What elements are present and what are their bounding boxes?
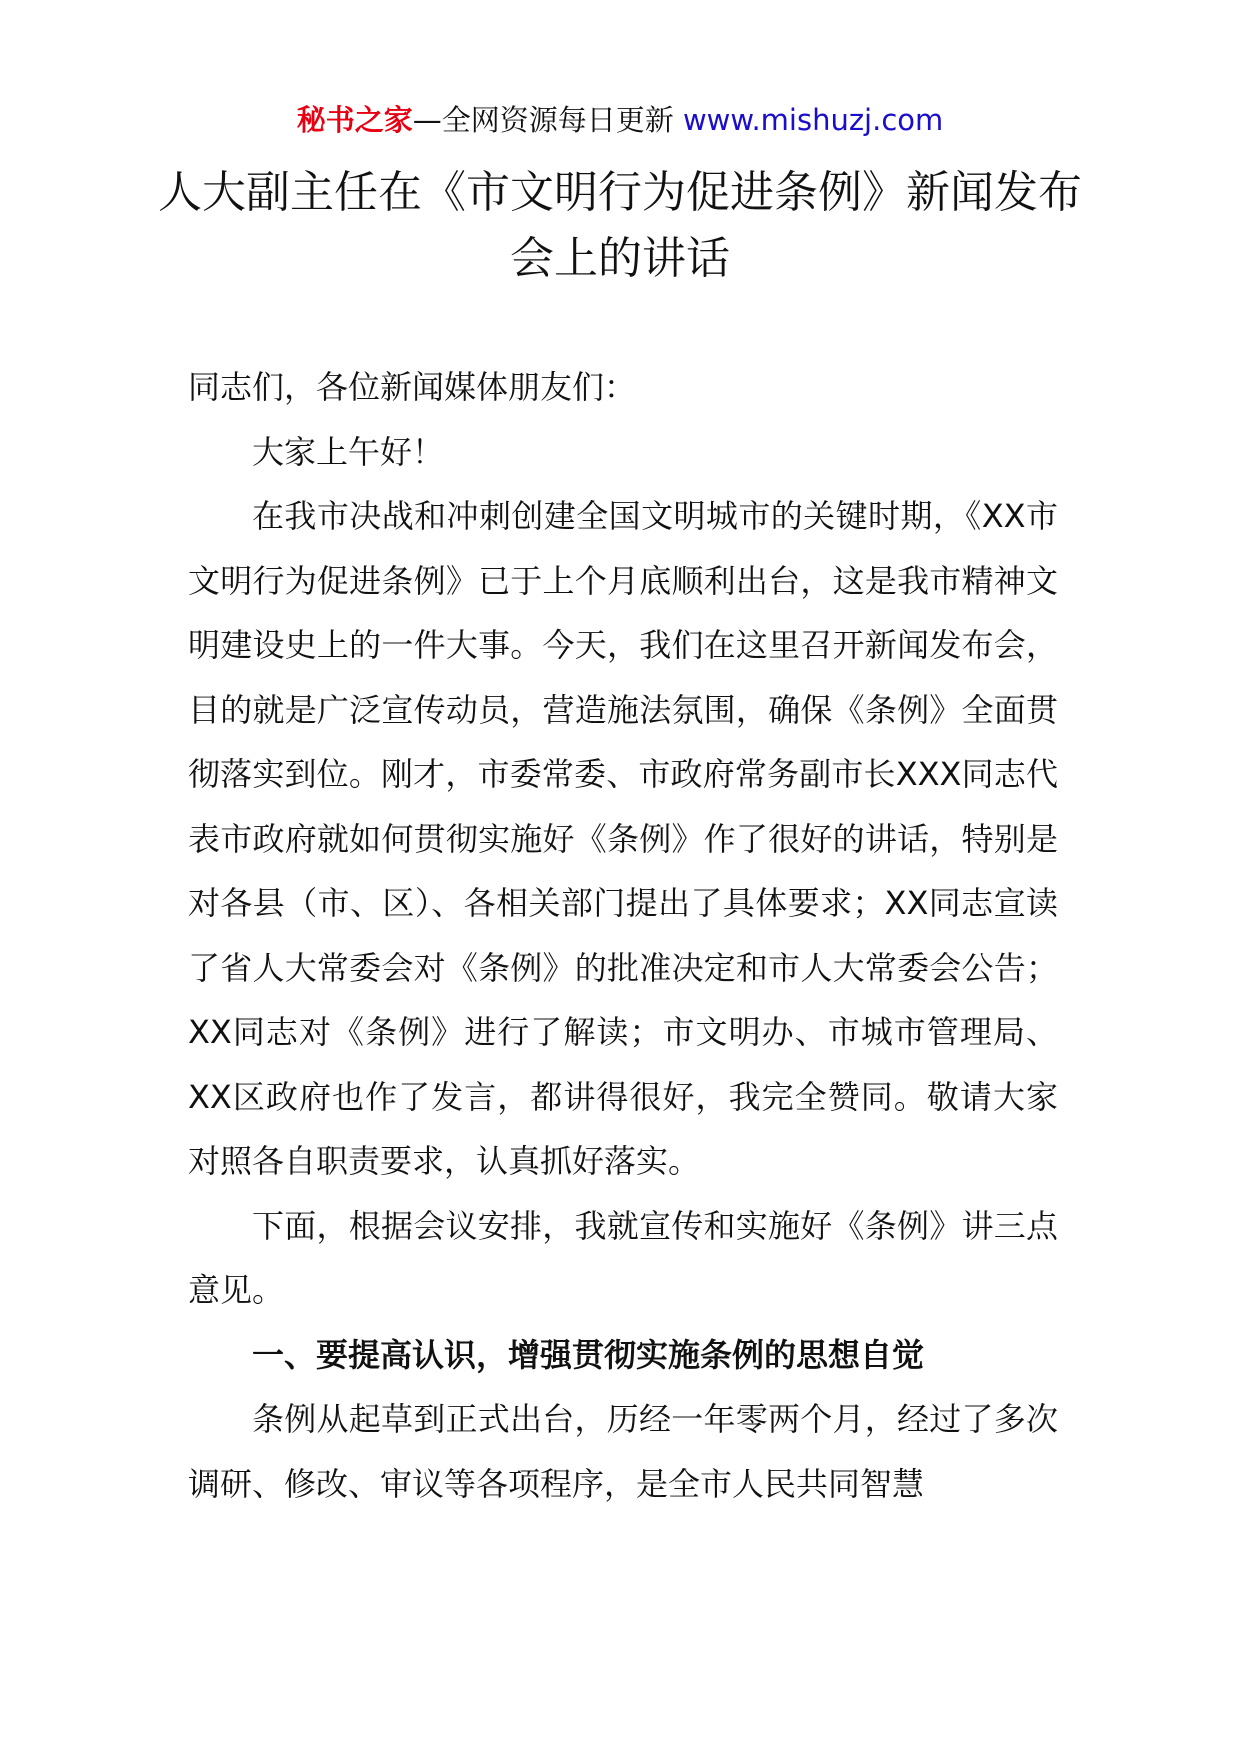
document-body bbox=[188, 355, 1058, 1516]
paragraph: 条例从起草到正式出台，历经一年零两个月，经过了多次调研、修改、审议等各项程序，是全市人民共同智慧 bbox=[188, 1400, 1058, 1503]
site-url-link[interactable]: www.mishuzj.com bbox=[682, 103, 944, 137]
document-title: 人大副主任在《市文明行为促进条例》新闻发布会上的讲话 bbox=[158, 167, 1082, 284]
salutation: 同志们，各位新闻媒体朋友们： bbox=[188, 368, 637, 406]
brand-name: 秘书之家 bbox=[296, 103, 413, 137]
section-heading: 一、要提高认识，增强贯彻实施条例的思想自觉 bbox=[252, 1335, 925, 1374]
header-slogan: —全网资源每日更新 bbox=[412, 103, 674, 137]
paragraph: 下面，根据会议安排，我就宣传和实施好《条例》讲三点意见。 bbox=[188, 1206, 1058, 1309]
paragraph: 在我市决战和冲刺创建全国文明城市的关键时期，《XX市文明行为促进条例》已于上个月底顺利出台，这是我市精神文明建设史上的一件大事。今天，我们在这里召开新闻发布会，目的就是广泛宣传动员，营造施法氛围，确保《条例》全面贯彻落实到位。刚才，市委常委、市政府常务副市长XXX同志代表市政府就如何贯彻实施好《条例》作了很好的讲话，特别是对各县（市、区）、各相关部门提出了具体要求；XX同志宣读了省人大常委会对《条例》的批准决定和市人大常委会公告；XX同志对《条例》进行了解读；市文明办、市城市管理局、XX区政府也作了发言，都讲得很好，我完全赞同。敬请大家对照各自职责要求，认真抓好落实。 bbox=[188, 497, 1058, 1180]
greeting: 大家上午好！ bbox=[252, 432, 445, 471]
site-header bbox=[0, 100, 1240, 140]
